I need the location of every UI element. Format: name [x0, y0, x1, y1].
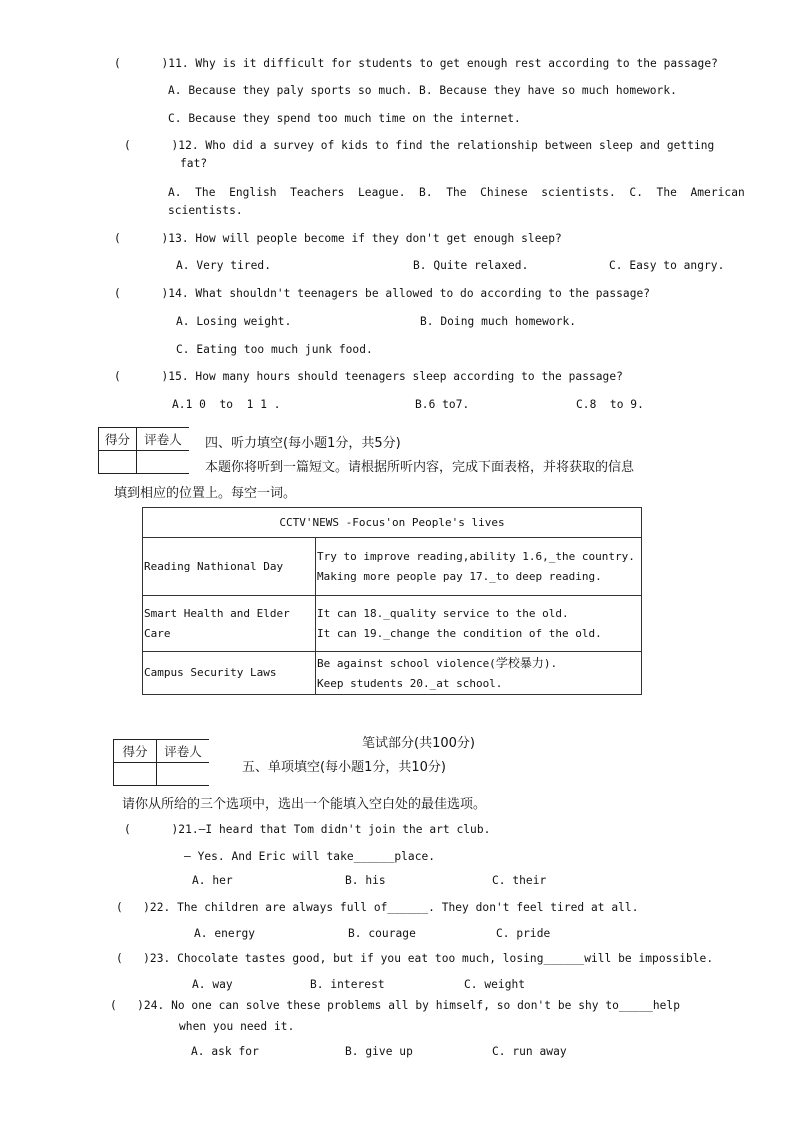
listening-topic-reading-day: Reading Nathional Day	[143, 538, 316, 596]
section5-instruction: 请你从所给的三个选项中，选出一个能填入空白处的最佳选项。	[122, 797, 487, 812]
listening-topic-health-care: Smart Health and Elder Care	[143, 596, 316, 652]
question-21-stem-2: — Yes. And Eric will take______place.	[184, 850, 436, 863]
question-24-option-a: A. ask for	[191, 1045, 259, 1058]
score-cell-2[interactable]	[114, 763, 157, 786]
question-22-stem: ( )22. The children are always full of______. They don't feel tired at all.	[116, 901, 639, 914]
section4-instruction-1: 本题你将听到一篇短文。请根据所听内容，完成下面表格，并将获取的信息	[205, 460, 635, 475]
row-3-text-en: Be against school violence(	[317, 656, 496, 670]
score-label-2: 得分	[114, 740, 157, 763]
score-box-section4	[98, 427, 189, 474]
question-12-options-1: A. The English Teachers League. B. The Chinese scientists. C. The American	[168, 186, 745, 199]
question-23-stem: ( )23. Chocolate tastes good, but if you eat too much, losing______will be impossible.	[116, 952, 714, 965]
question-12-stem-2: fat?	[180, 157, 208, 170]
question-21-stem-1: ( )21.—I heard that Tom didn't join the art club.	[124, 823, 491, 836]
question-23-option-c: C. weight	[464, 978, 526, 991]
question-12-options-2: scientists.	[168, 204, 243, 217]
grader-cell-2[interactable]	[157, 763, 210, 786]
section5-title: 五、单项填空(每小题1分，共10分)	[242, 760, 446, 775]
listening-row-1-line-1: Try to improve reading,ability 1.6,_the country.	[317, 549, 635, 563]
question-15-option-c: C.8 to 9.	[576, 398, 644, 411]
written-part-title: 笔试部分(共100分)	[362, 736, 475, 751]
question-13-option-c: C. Easy to angry.	[609, 259, 725, 272]
listening-topic-security-laws: Campus Security Laws	[143, 652, 316, 695]
question-23-option-b: B. interest	[310, 978, 385, 991]
listening-row-2	[316, 596, 642, 652]
question-14-option-a: A. Losing weight.	[176, 315, 292, 328]
listening-row-3-line-2: Keep students 20._at school.	[317, 676, 503, 690]
score-box-section5	[113, 739, 209, 786]
question-22-option-b: B. courage	[348, 927, 416, 940]
question-13-option-a: A. Very tired.	[176, 259, 271, 272]
question-15-option-a: A.1 0 to 1 1 .	[172, 398, 281, 411]
listening-row-3	[316, 652, 642, 695]
question-24-option-c: C. run away	[492, 1045, 567, 1058]
grader-label-2: 评卷人	[157, 740, 210, 763]
grader-label: 评卷人	[137, 428, 190, 451]
score-label: 得分	[99, 428, 137, 451]
question-11-options-2: C. Because they spend too much time on the internet.	[168, 112, 521, 125]
grader-cell[interactable]	[137, 451, 190, 474]
row-3-text-cn: 学校暴力	[495, 655, 544, 670]
question-22-option-c: C. pride	[496, 927, 551, 940]
question-22-option-a: A. energy	[194, 927, 256, 940]
question-14-option-c: C. Eating too much junk food.	[176, 343, 373, 356]
section4-instruction-2: 填到相应的位置上。每空一词。	[114, 486, 297, 501]
listening-row-1	[316, 538, 642, 596]
question-13-stem: ( )13. How will people become if they don't get enough sleep?	[114, 232, 562, 245]
question-24-option-b: B. give up	[345, 1045, 413, 1058]
listening-row-2-line-2: It can 19._change the condition of the old.	[317, 626, 602, 640]
question-21-option-a: A. her	[192, 874, 233, 887]
score-cell[interactable]	[99, 451, 137, 474]
question-24-stem-1: ( )24. No one can solve these problems all by himself, so don't be shy to_____help	[110, 999, 680, 1012]
question-15-option-b: B.6 to7.	[415, 398, 470, 411]
question-12-stem-1: ( )12. Who did a survey of kids to find the relationship between sleep and getting	[124, 139, 715, 152]
question-21-option-c: C. their	[492, 874, 547, 887]
listening-table-header: CCTV'NEWS -Focus'on People's lives	[143, 508, 642, 538]
listening-row-2-line-1: It can 18._quality service to the old.	[317, 606, 569, 620]
question-14-stem: ( )14. What shouldn't teenagers be allowed to do according to the passage?	[114, 287, 651, 300]
listening-row-3-line-1	[317, 653, 640, 674]
question-24-stem-2: when you need it.	[179, 1020, 295, 1033]
question-23-option-a: A. way	[192, 978, 233, 991]
question-14-option-b: B. Doing much homework.	[420, 315, 577, 328]
row-3-text-end: ).	[543, 656, 558, 670]
question-13-option-b: B. Quite relaxed.	[413, 259, 529, 272]
section4-title: 四、听力填空(每小题1分，共5分)	[205, 436, 401, 451]
listening-table	[142, 507, 642, 695]
listening-row-1-line-2: Making more people pay 17._to deep reading.	[317, 569, 602, 583]
question-11-options-1: A. Because they paly sports so much. B. Because they have so much homework.	[168, 84, 677, 97]
question-15-stem: ( )15. How many hours should teenagers sleep according to the passage?	[114, 370, 623, 383]
question-21-option-b: B. his	[345, 874, 386, 887]
question-11-stem: ( )11. Why is it difficult for students to get enough rest according to the passage?	[114, 57, 718, 70]
